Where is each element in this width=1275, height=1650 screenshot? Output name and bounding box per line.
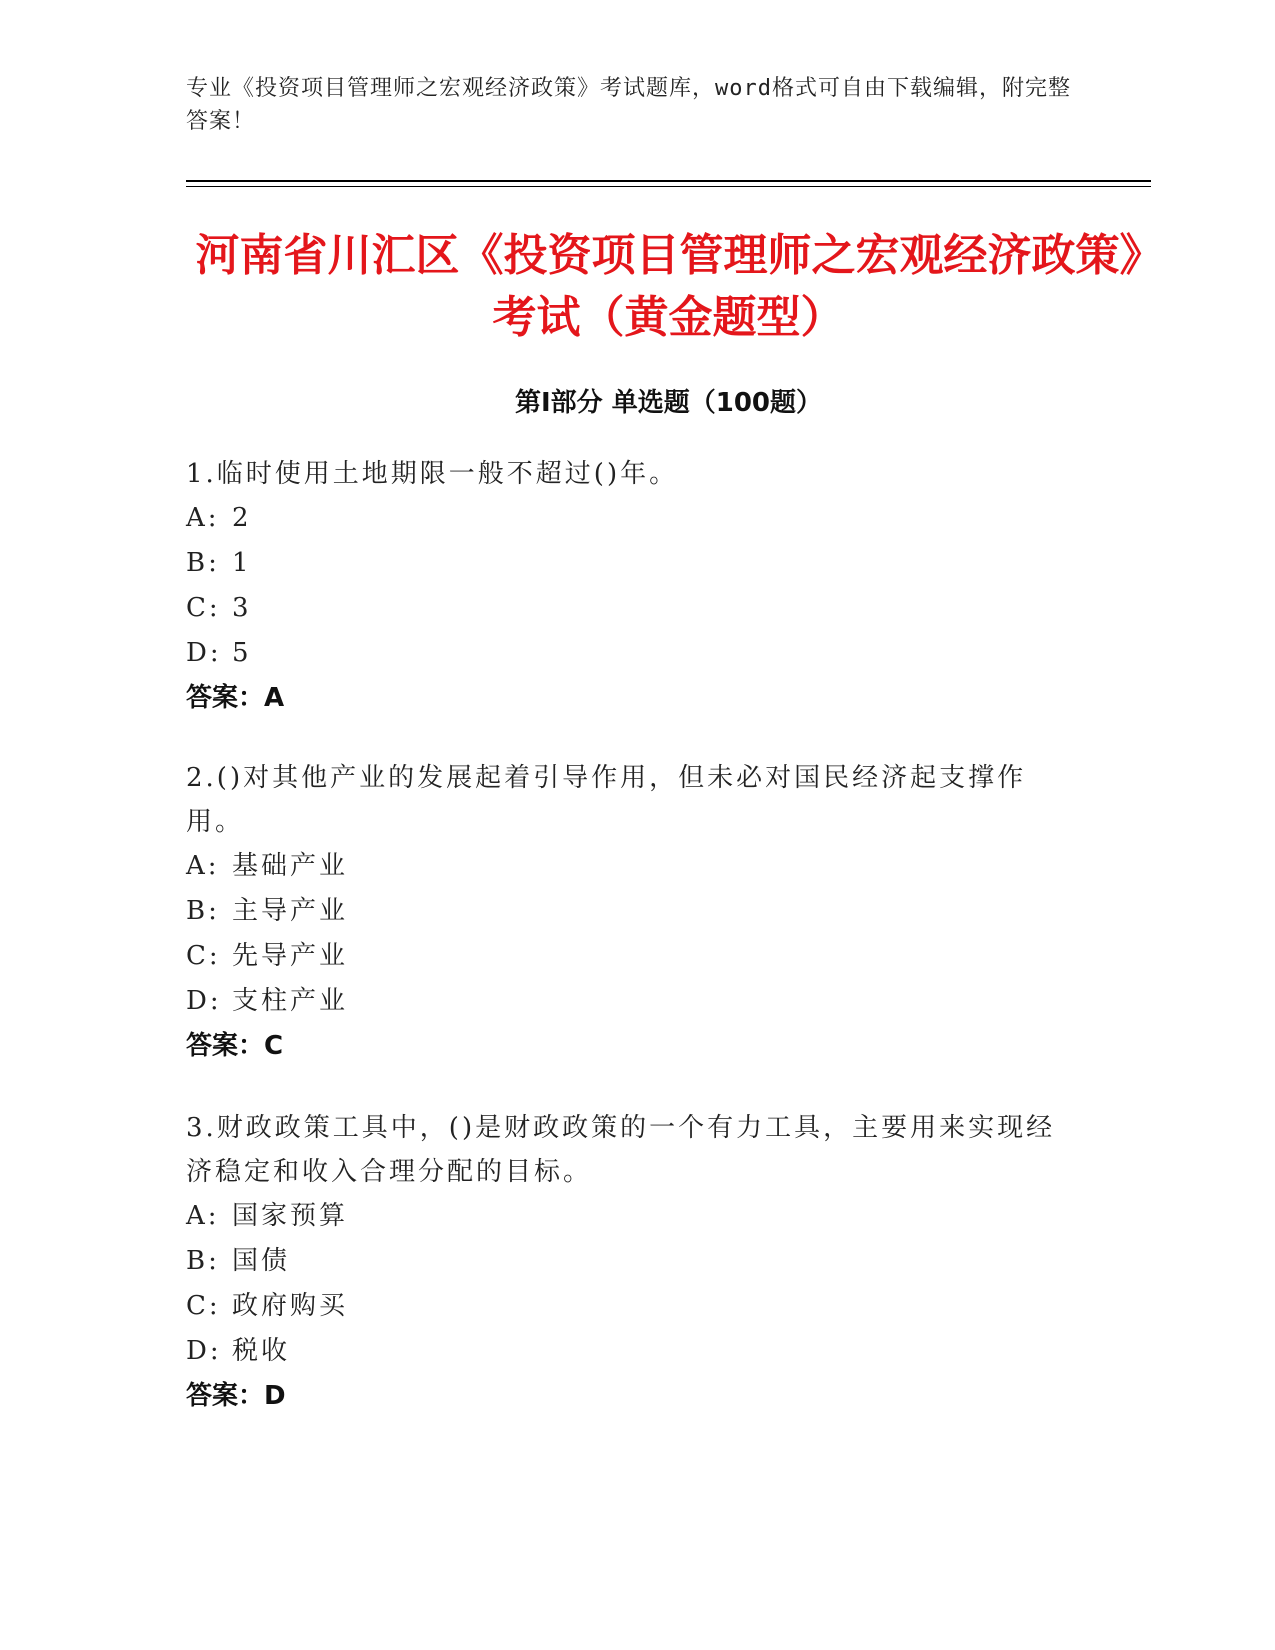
question-text: 1.临时使用土地期限一般不超过()年。	[186, 459, 679, 489]
question-2	[186, 756, 1066, 1069]
option-b: B: 国债	[186, 1246, 291, 1276]
option-b: B: 1	[186, 548, 252, 578]
header-note: 专业《投资项目管理师之宏观经济政策》考试题库，word格式可自由下载编辑，附完整答案！	[186, 76, 1071, 134]
header-rule-thin	[186, 186, 1151, 187]
option-c: C: 3	[186, 593, 252, 623]
option-d: D: 支柱产业	[186, 986, 349, 1016]
option-b: B: 主导产业	[186, 896, 349, 926]
option-d: D: 5	[186, 638, 252, 668]
answer: 答案：C	[186, 1031, 284, 1061]
option-c: C: 政府购买	[186, 1291, 349, 1321]
document-title: 河南省川汇区《投资项目管理师之宏观经济政策》考试（黄金题型）	[195, 230, 1142, 343]
section-heading: 第I部分 单选题（100题）	[515, 388, 822, 418]
option-c: C: 先导产业	[186, 941, 349, 971]
answer: 答案：A	[186, 683, 285, 713]
question-text: 3.财政政策工具中，()是财政政策的一个有力工具，主要用来实现经济稳定和收入合理分配的目标。	[186, 1113, 1056, 1187]
question-3	[186, 1106, 1066, 1419]
option-a: A: 基础产业	[186, 851, 349, 881]
header-rule-thick	[186, 180, 1151, 182]
question-1	[186, 452, 1066, 721]
answer: 答案：D	[186, 1381, 286, 1411]
option-a: A: 2	[186, 503, 252, 533]
option-d: D: 税收	[186, 1336, 291, 1366]
question-text: 2.()对其他产业的发展起着引导作用，但未必对国民经济起支撑作用。	[186, 763, 1027, 837]
option-a: A: 国家预算	[186, 1201, 349, 1231]
